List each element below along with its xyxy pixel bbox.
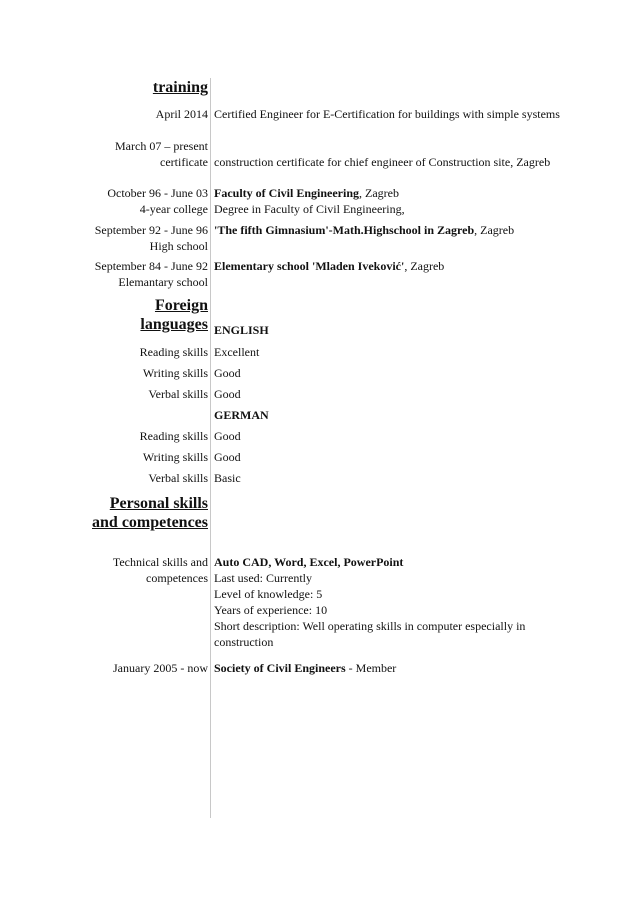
entry-date-line2: certificate [160, 155, 208, 169]
skill-label: Verbal skills [148, 471, 208, 485]
entry-text [214, 258, 564, 274]
skill-label: Verbal skills [148, 387, 208, 401]
entry-date-line1: September 84 - June 92 [94, 259, 208, 273]
entry-date-line1: October 96 - June 03 [107, 186, 208, 200]
language-german: GERMAN [214, 408, 269, 422]
personal-heading-line2: and competences [92, 514, 208, 531]
technical-line: Last used: Currently [214, 571, 312, 585]
skill-value: Basic [214, 471, 241, 485]
entry-text: construction certificate for chief engineer of Construction site, Zagreb [214, 155, 551, 169]
skill-label: Reading skills [139, 429, 208, 443]
skill-value: Good [214, 450, 241, 464]
institution-city: , Zagreb [474, 223, 515, 237]
technical-label-line1: Technical skills and [112, 555, 208, 569]
skill-label: Writing skills [142, 450, 208, 464]
languages-heading-line1: Foreign [154, 297, 208, 314]
entry-date-line2: High school [149, 239, 208, 253]
entry-date [115, 138, 208, 170]
personal-heading-line1: Personal skills [109, 495, 208, 512]
technical-line: Level of knowledge: 5 [214, 587, 323, 601]
degree-text: Degree in Faculty of Civil Engineering, [214, 202, 405, 216]
membership-role: - Member [345, 661, 397, 675]
languages-heading [140, 296, 208, 334]
institution-name: 'The fifth Gimnasium'-Math.Highschool in Zagreb [214, 223, 475, 237]
entry-date-line1: March 07 – present [115, 139, 208, 153]
entry-text: Certified Engineer for E-Certification for buildings with simple systems [214, 107, 560, 121]
language-english: ENGLISH [214, 323, 269, 337]
entry-date [107, 185, 208, 217]
entry-text [214, 185, 564, 217]
column-divider [210, 78, 211, 818]
institution-city: , Zagreb [404, 259, 445, 273]
membership-text [214, 660, 564, 676]
skill-value: Good [214, 429, 241, 443]
training-heading: training [152, 79, 208, 96]
skill-value: Excellent [214, 345, 260, 359]
personal-heading [92, 494, 208, 532]
technical-details [214, 554, 564, 650]
technical-line: Years of experience: 10 [214, 603, 328, 617]
skill-label: Writing skills [142, 366, 208, 380]
technical-label-line2: competences [146, 571, 208, 585]
languages-heading-line2: languages [140, 316, 208, 333]
skill-value: Good [214, 366, 241, 380]
technical-line: Short description: Well operating skills in computer especially in construction [214, 619, 526, 649]
institution-city: , Zagreb [359, 186, 399, 200]
technical-tools: Auto CAD, Word, Excel, PowerPoint [214, 555, 404, 569]
technical-label [113, 554, 208, 586]
membership-org: Society of Civil Engineers [214, 661, 346, 675]
entry-date-line2: 4-year college [139, 202, 208, 216]
entry-date [95, 222, 208, 254]
membership-date: January 2005 - now [113, 661, 208, 675]
entry-date: April 2014 [155, 107, 208, 121]
institution-name: Faculty of Civil Engineering [214, 186, 359, 200]
entry-date-line2: Elemantary school [118, 275, 208, 289]
skill-value: Good [214, 387, 241, 401]
entry-date-line1: September 92 - June 96 [94, 223, 208, 237]
entry-text [214, 222, 564, 238]
skill-label: Reading skills [139, 345, 208, 359]
institution-name: Elementary school 'Mladen Iveković' [214, 259, 405, 273]
entry-date [95, 258, 208, 290]
